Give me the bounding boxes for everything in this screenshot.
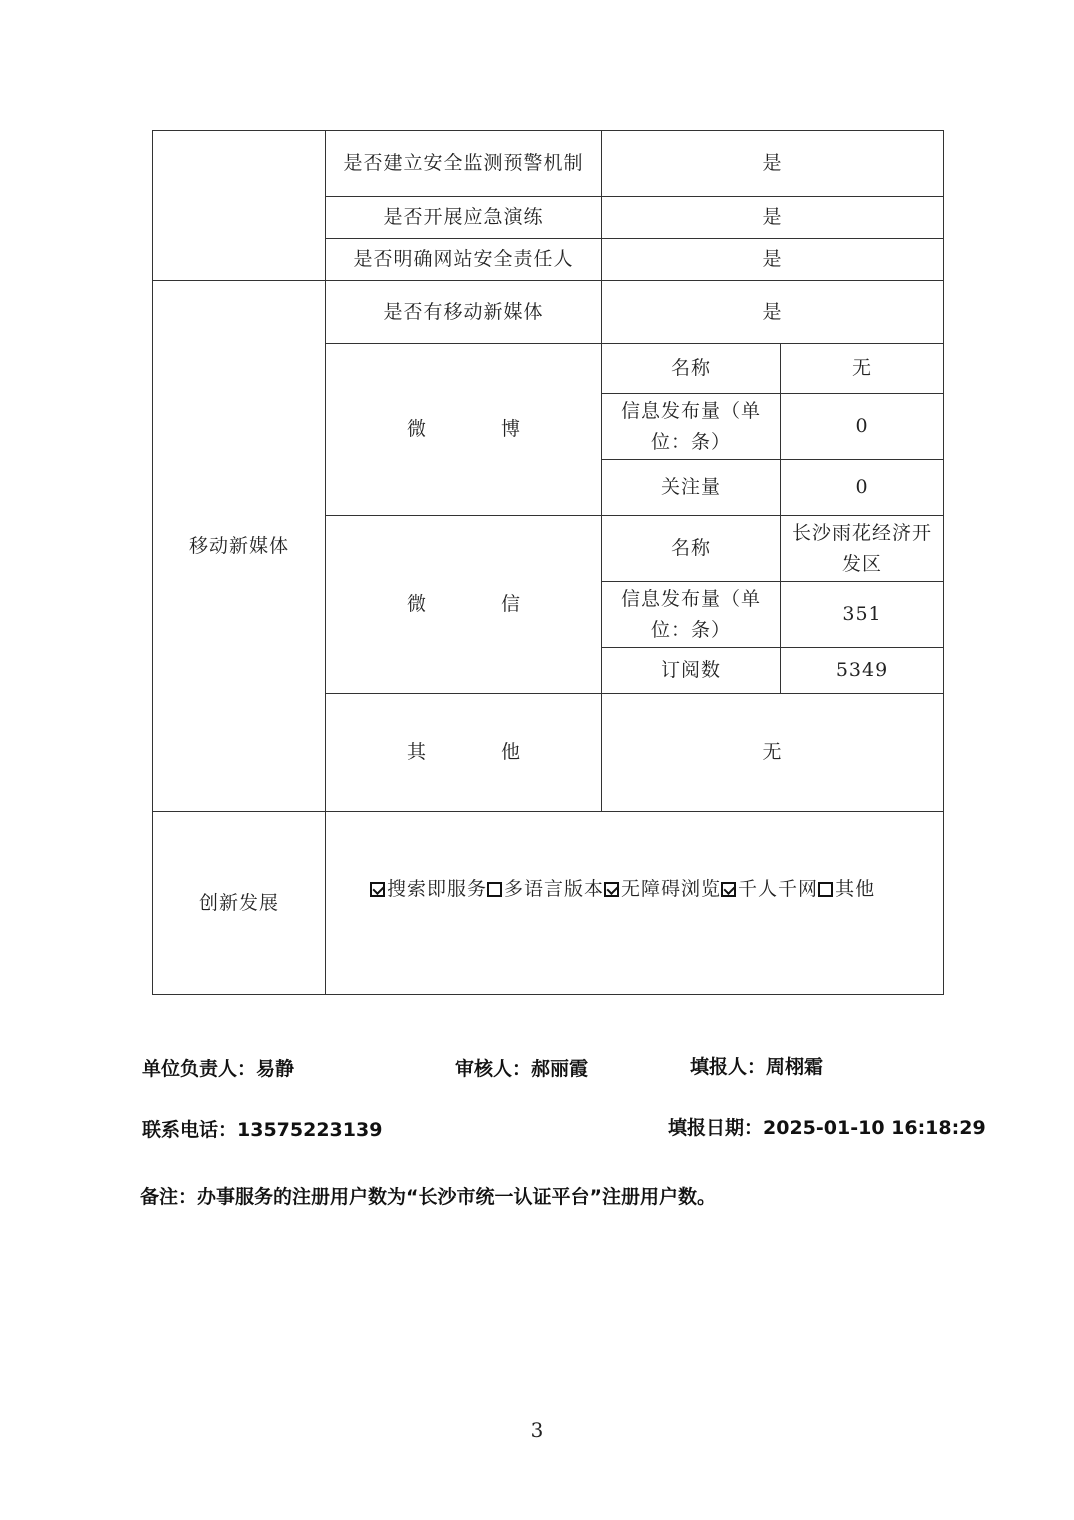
checkbox-accessibility[interactable] — [604, 882, 619, 897]
option-search-service: 搜索即服务 — [387, 878, 488, 900]
weibo-name-value: 无 — [781, 344, 944, 394]
option-other: 其他 — [835, 878, 876, 900]
page-number: 3 — [530, 1418, 544, 1442]
wechat-subs-value: 5349 — [781, 648, 944, 694]
wechat-name-value: 长沙雨花经济开发区 — [781, 516, 944, 582]
wechat-label — [326, 516, 602, 694]
monitor-label: 是否建立安全监测预警机制 — [326, 131, 602, 197]
other-label-text: 其 他 — [406, 741, 548, 763]
other-label — [326, 694, 602, 812]
unit-head: 单位负责人：易静 — [142, 1058, 295, 1080]
option-multilingual: 多语言版本 — [504, 878, 605, 900]
weibo-posts-value: 0 — [781, 394, 944, 460]
weibo-followers-value: 0 — [781, 460, 944, 516]
other-value: 无 — [602, 694, 944, 812]
innovation-options — [332, 874, 937, 905]
innovation-options-cell — [326, 812, 944, 995]
weibo-label-text: 微 博 — [406, 418, 548, 440]
security-section-cell — [153, 131, 326, 281]
report-date: 填报日期：2025-01-10 16:18:29 — [668, 1117, 986, 1139]
checkbox-personalized[interactable] — [721, 882, 736, 897]
weibo-name-label: 名称 — [602, 344, 781, 394]
option-accessibility: 无障碍浏览 — [621, 878, 722, 900]
drill-label: 是否开展应急演练 — [326, 197, 602, 239]
wechat-subs-label: 订阅数 — [602, 648, 781, 694]
weibo-followers-label: 关注量 — [602, 460, 781, 516]
checkbox-multilingual[interactable] — [487, 882, 502, 897]
reviewer: 审核人：郝丽霞 — [455, 1058, 589, 1080]
weibo-label — [326, 344, 602, 516]
option-personalized: 千人千网 — [738, 878, 819, 900]
note: 备注：办事服务的注册用户数为“长沙市统一认证平台”注册用户数。 — [140, 1186, 716, 1208]
wechat-posts-value: 351 — [781, 582, 944, 648]
has-mobile-value: 是 — [602, 281, 944, 344]
report-table — [152, 130, 944, 995]
wechat-name-label: 名称 — [602, 516, 781, 582]
responsible-label: 是否明确网站安全责任人 — [326, 239, 602, 281]
responsible-value: 是 — [602, 239, 944, 281]
wechat-posts-label: 信息发布量（单位：条） — [602, 582, 781, 648]
drill-value: 是 — [602, 197, 944, 239]
has-mobile-label: 是否有移动新媒体 — [326, 281, 602, 344]
filler: 填报人：周栩霜 — [690, 1056, 824, 1078]
checkbox-other[interactable] — [818, 882, 833, 897]
innovation-section-label: 创新发展 — [153, 812, 326, 995]
contact-phone: 联系电话：13575223139 — [142, 1119, 383, 1141]
monitor-value: 是 — [602, 131, 944, 197]
checkbox-search-service[interactable] — [370, 882, 385, 897]
weibo-posts-label: 信息发布量（单位：条） — [602, 394, 781, 460]
wechat-label-text: 微 信 — [406, 593, 548, 615]
mobile-section-label: 移动新媒体 — [153, 281, 326, 812]
